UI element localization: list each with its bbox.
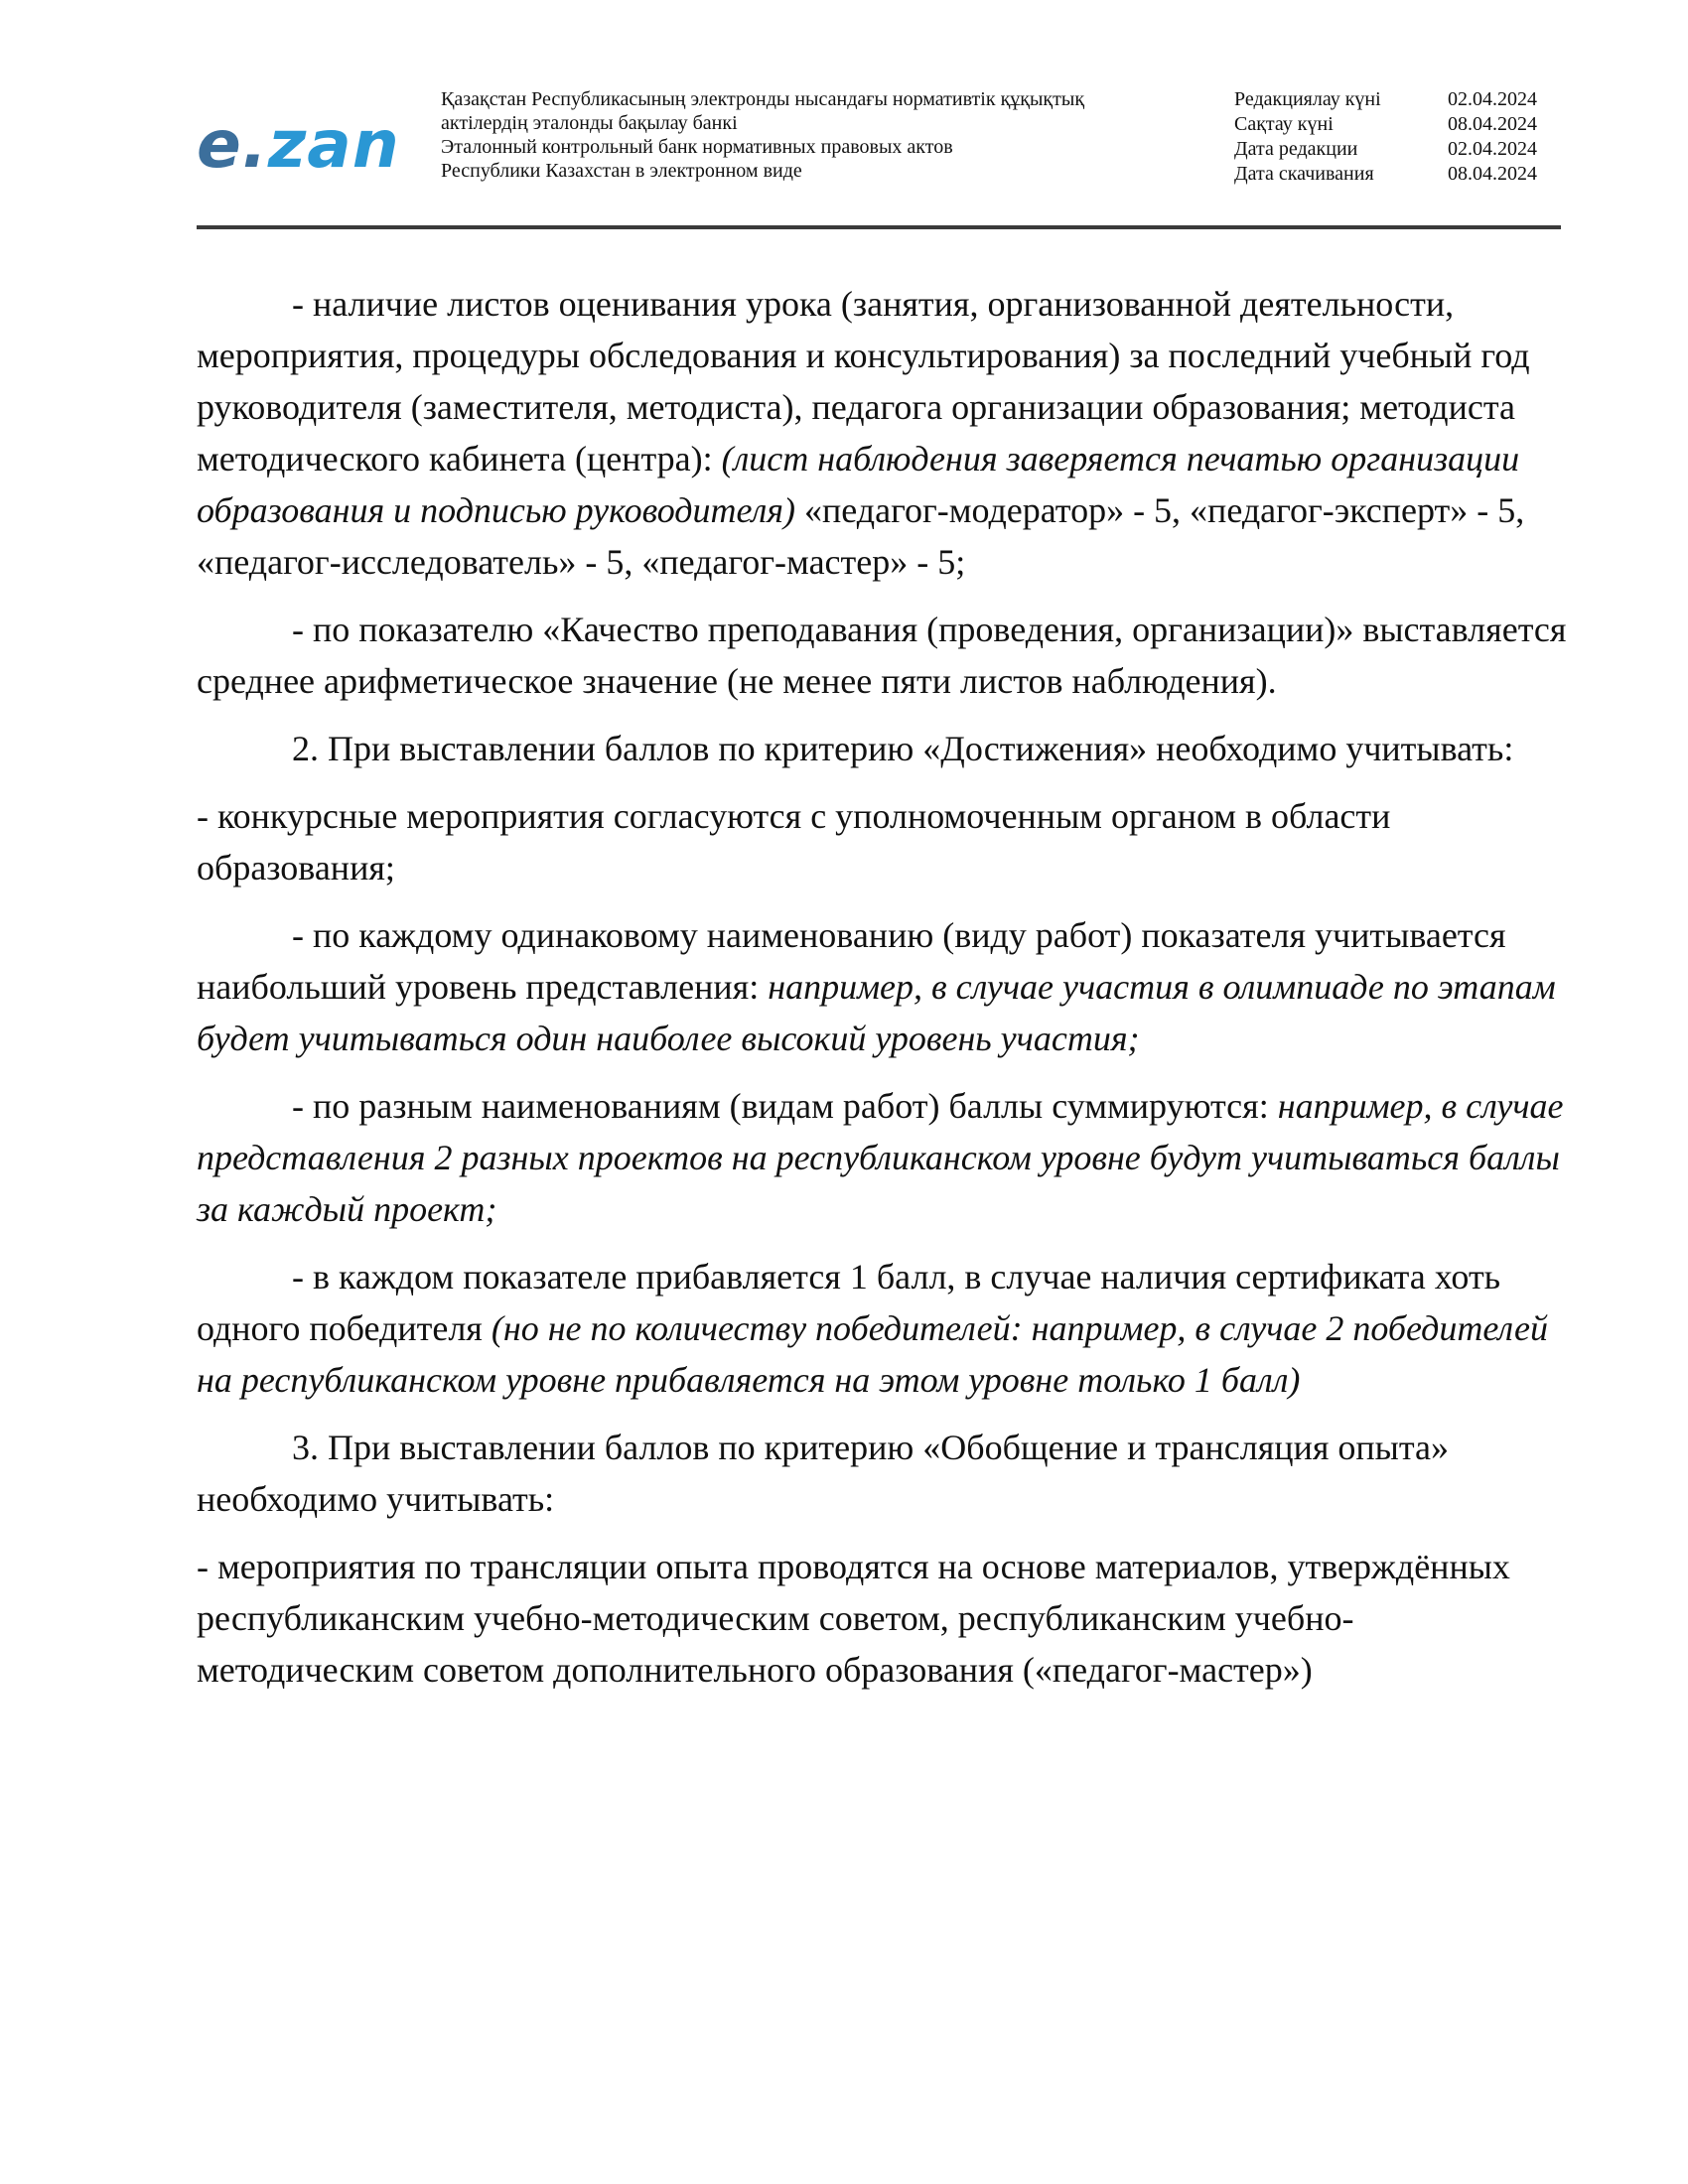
paragraph: - в каждом показателе прибавляется 1 балл, в случае наличия сертификата хоть одного победителя (но не по количеству победителей: например, в случае 2 победителей на республиканском уровне прибавляется на этом уровне только 1 балл) [197, 1257, 1548, 1400]
organization-name [441, 87, 1176, 183]
org-line: Республики Казахстан в электронном виде [441, 160, 802, 182]
org-line: Эталонный контрольный банк нормативных правовых актов [441, 136, 953, 158]
date-row [1234, 137, 1572, 162]
date-row [1234, 112, 1572, 137]
date-row [1234, 87, 1572, 112]
paragraph: - по каждому одинаковому наименованию (виду работ) показателя учитывается наибольший уровень представления: например, в случае участия в олимпиаде по этапам будет учитываться один наиболее высокий уровень участия; [197, 915, 1556, 1058]
date-value: 08.04.2024 [1448, 113, 1537, 135]
date-value: 02.04.2024 [1448, 88, 1537, 110]
date-label: Редакциялау күні [1234, 88, 1381, 110]
document-body [197, 278, 1567, 1711]
paragraph: - мероприятия по трансляции опыта проводятся на основе материалов, утверждённых республиканским учебно-методическим советом, республиканским учебно-методическим советом дополнительного образования («педагог-мастер») [197, 1547, 1510, 1690]
paragraph: 3. При выставлении баллов по критерию «Обобщение и трансляция опыта» необходимо учитывать: [197, 1428, 1449, 1519]
date-label: Дата скачивания [1234, 163, 1374, 185]
date-value: 02.04.2024 [1448, 138, 1537, 160]
date-table [1234, 87, 1572, 187]
paragraph: - конкурсные мероприятия согласуются с уполномоченным органом в области образования; [197, 796, 1391, 887]
paragraph: - наличие листов оценивания урока (занятия, организованной деятельности, мероприятия, процедуры обследования и консультирования) за последний учебный год руководителя (заместителя, методиста), педагога организации образования; методиста методического кабинета (центра): (лист наблюдения заверяется печатью организации образования и подписью руководителя) «педагог-модератор» - 5, «педагог-эксперт» - 5, «педагог-исследователь» - 5, «педагог-мастер» - 5; [197, 284, 1530, 582]
paragraph: - по показателю «Качество преподавания (проведения, организации)» выставляется среднее арифметическое значение (не менее пяти листов наблюдения). [197, 610, 1567, 701]
org-line: Қазақстан Республикасының электронды нысандағы нормативтік құқықтық [441, 88, 1085, 110]
date-label: Дата редакции [1234, 138, 1358, 160]
ezan-logo: e.zan [197, 106, 400, 183]
page-header [197, 85, 1559, 224]
paragraph: - по разным наименованиям (видам работ) баллы суммируются: например, в случае представления 2 разных проектов на республиканском уровне будут учитываться баллы за каждый проект; [197, 1086, 1564, 1229]
paragraph: 2. При выставлении баллов по критерию «Достижения» необходимо учитывать: [292, 729, 1514, 768]
date-value: 08.04.2024 [1448, 163, 1537, 185]
header-divider [197, 225, 1561, 229]
org-line: актілердің эталонды бақылау банкі [441, 112, 738, 134]
date-label: Сақтау күні [1234, 113, 1334, 135]
date-row [1234, 162, 1572, 187]
